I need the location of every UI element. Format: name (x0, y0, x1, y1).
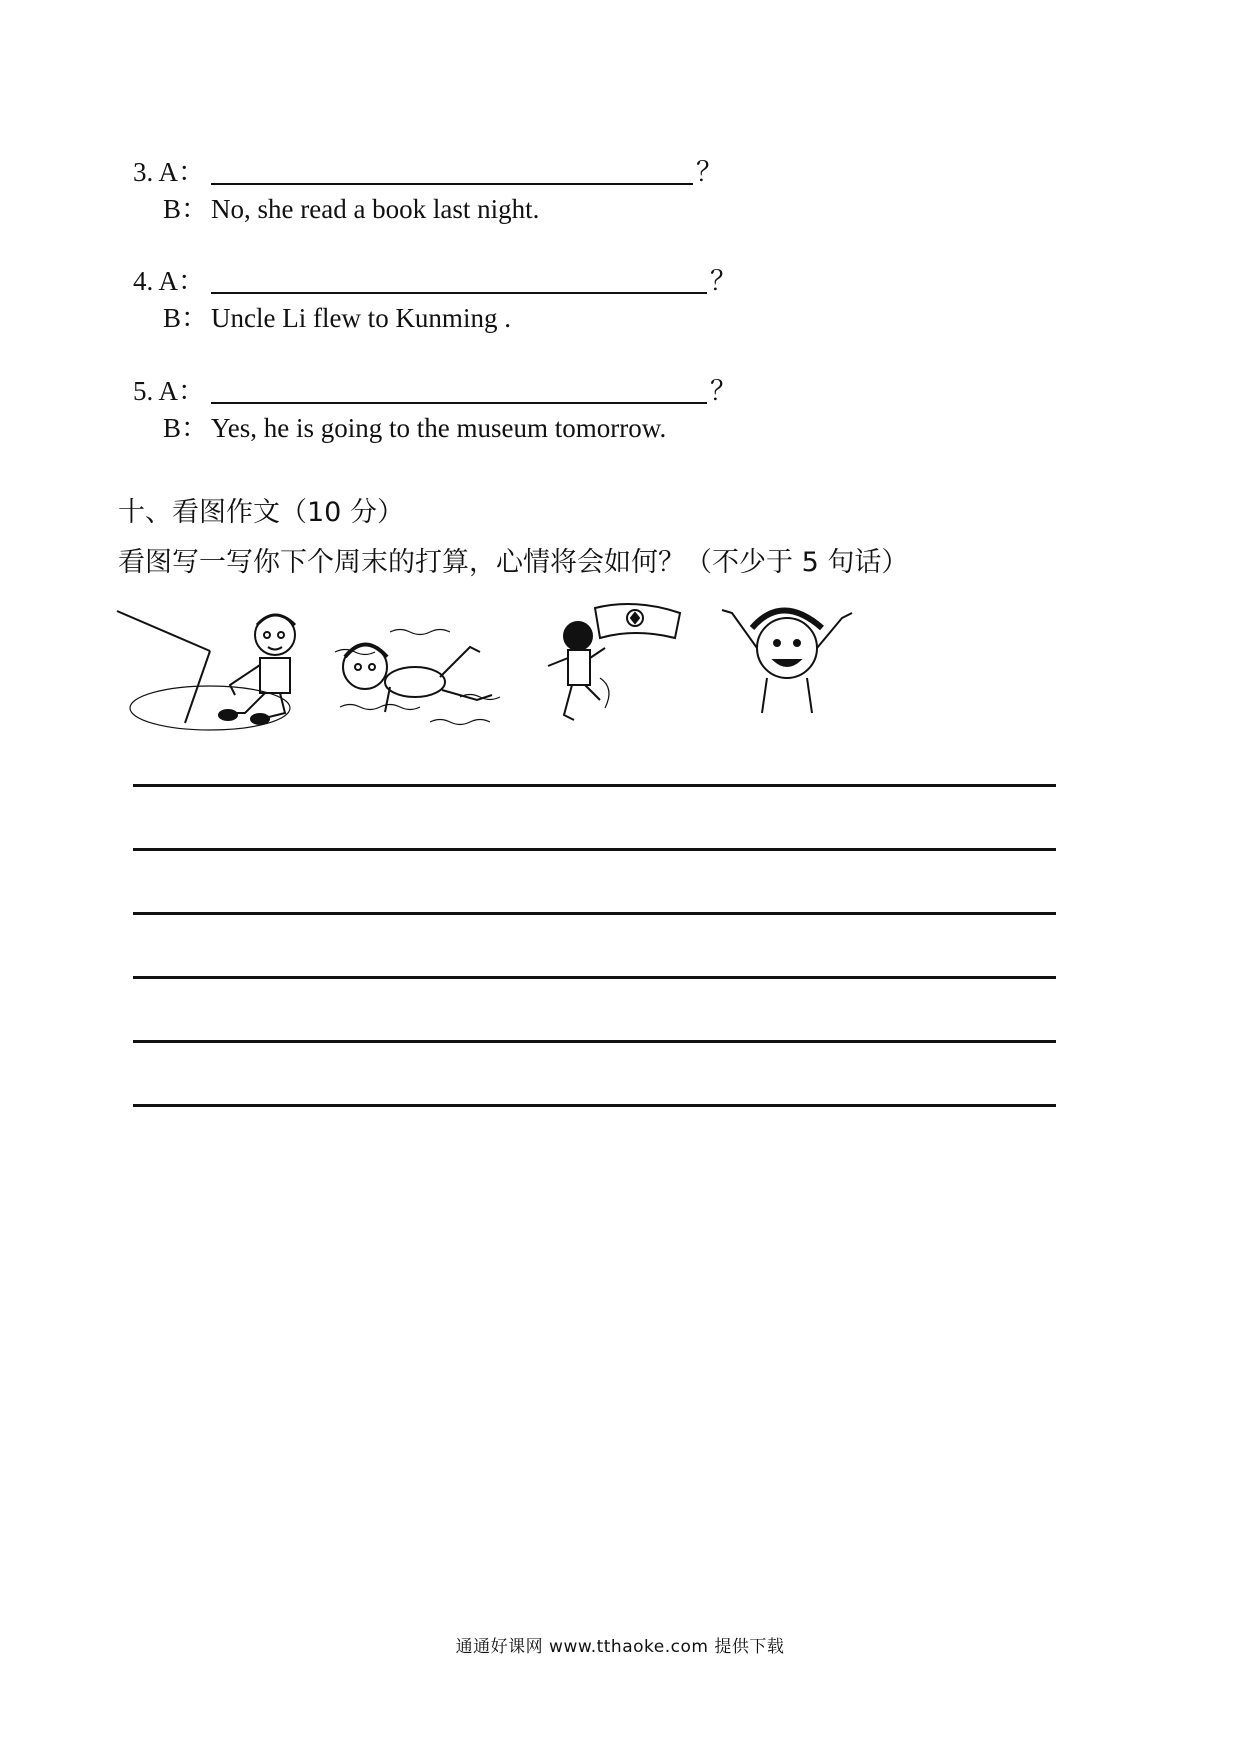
speaker-b-answer: Uncle Li flew to Kunming . (211, 303, 511, 333)
answer-blank[interactable] (211, 183, 693, 185)
section-title: 十、看图作文（10 分） (118, 497, 404, 528)
writing-line[interactable] (133, 912, 1056, 915)
section-instruction: 看图写一写你下个周末的打算，心情将会如何？（不少于 5 句话） (118, 547, 909, 578)
fishing-boy-illustration (115, 603, 300, 738)
speaker-b-answer: Yes, he is going to the museum tomorrow. (211, 413, 667, 443)
answer-blank[interactable] (211, 292, 707, 294)
speaker-b-label: B： (163, 303, 209, 333)
writing-line[interactable] (133, 976, 1056, 979)
question-mark: ？ (710, 266, 737, 296)
writing-line[interactable] (133, 784, 1056, 787)
question-number: 4. A： (133, 266, 206, 296)
question-3 (133, 155, 733, 230)
question-mark: ？ (696, 157, 723, 187)
footer-credit: 通通好课网 www.tthaoke.com 提供下载 (455, 1637, 785, 1657)
swimming-boy-illustration (330, 612, 520, 732)
question-5 (133, 374, 753, 449)
writing-line[interactable] (133, 1104, 1056, 1107)
question-number: 5. A： (133, 376, 206, 406)
answer-blank[interactable] (211, 402, 707, 404)
kicking-ball-boy-illustration (540, 598, 685, 736)
speaker-b-label: B： (163, 194, 209, 224)
speaker-b-label: B： (163, 413, 209, 443)
writing-line[interactable] (133, 848, 1056, 851)
writing-line[interactable] (133, 1040, 1056, 1043)
question-number: 3. A： (133, 157, 206, 187)
happy-boy-illustration (712, 598, 857, 718)
question-4 (133, 264, 753, 339)
speaker-b-answer: No, she read a book last night. (211, 194, 540, 224)
question-mark: ？ (710, 376, 737, 406)
